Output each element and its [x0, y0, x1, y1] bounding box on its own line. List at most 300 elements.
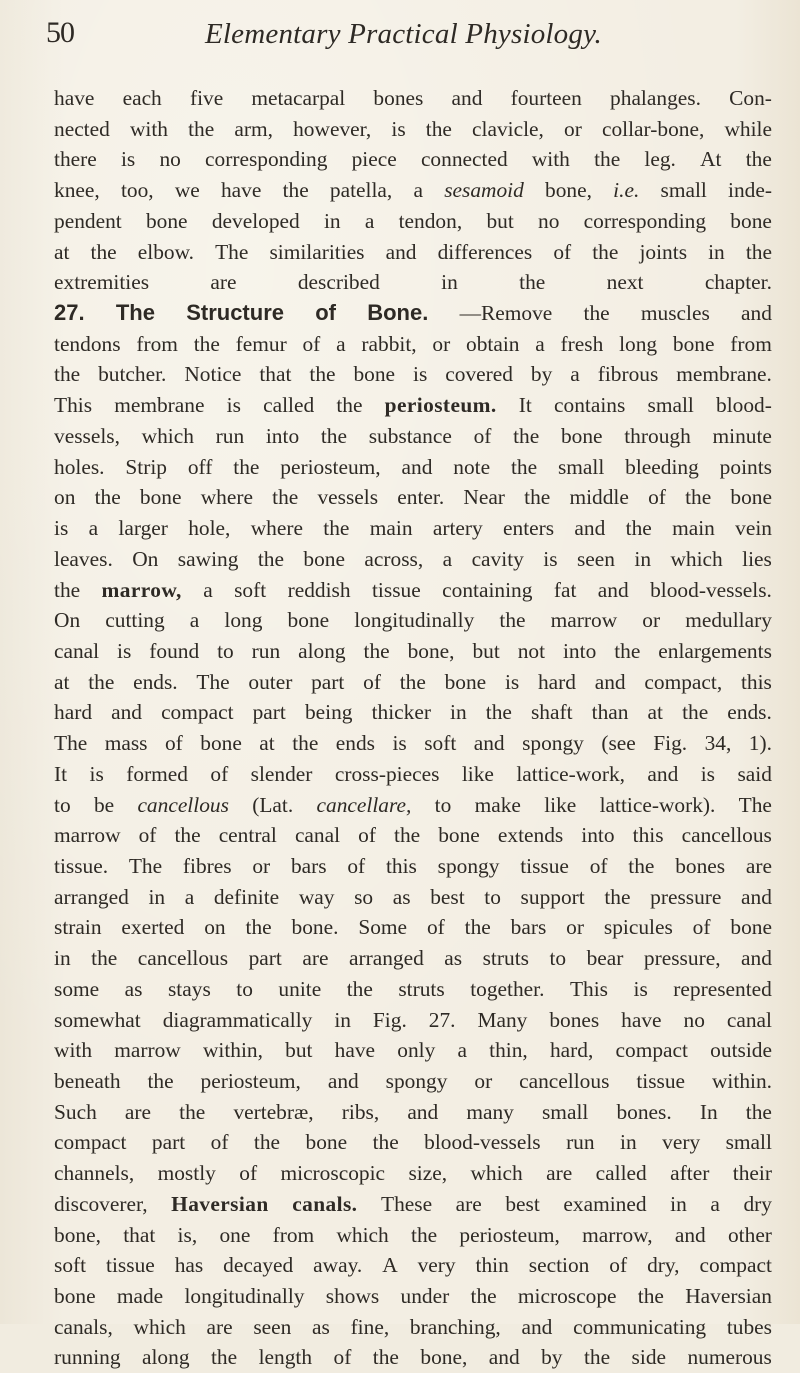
- word: in: [620, 1130, 637, 1155]
- word: a: [364, 208, 375, 233]
- word: fresh: [560, 331, 604, 356]
- word: developed: [211, 208, 300, 233]
- word: minute: [712, 423, 772, 448]
- word: rabbit,: [361, 331, 417, 356]
- word: not: [517, 638, 546, 663]
- word: from: [272, 1222, 315, 1247]
- section-heading-word: 27.: [54, 300, 85, 326]
- word: away.: [313, 1253, 363, 1278]
- word: This: [54, 393, 93, 418]
- word: lies: [742, 546, 772, 571]
- word: slender: [250, 761, 313, 786]
- word: sawing: [177, 546, 239, 571]
- word: The: [128, 853, 163, 878]
- text-line: [54, 1189, 772, 1220]
- word: however,: [293, 116, 372, 141]
- word: the: [257, 546, 284, 571]
- word: in: [450, 700, 467, 725]
- word: (see: [601, 731, 636, 756]
- word: the: [245, 915, 272, 940]
- word: have: [220, 178, 262, 203]
- word: metacarpal: [251, 86, 346, 110]
- text-line: [54, 83, 772, 114]
- word: next: [606, 270, 644, 295]
- word: is: [543, 546, 558, 571]
- word: the: [193, 331, 220, 356]
- word: bleeding: [625, 454, 699, 479]
- word: the: [90, 239, 117, 264]
- word: from: [730, 331, 772, 356]
- word: microscopic: [280, 1161, 386, 1186]
- word: in: [670, 1191, 687, 1216]
- word: tissue: [371, 577, 421, 602]
- word: the: [685, 485, 712, 510]
- word: while: [724, 116, 772, 141]
- word: are: [455, 1191, 482, 1216]
- word: and: [111, 700, 142, 725]
- word: soft: [54, 1253, 87, 1278]
- word: inde-: [728, 178, 772, 203]
- word: support: [520, 884, 585, 909]
- word: and: [647, 761, 679, 786]
- word: compact: [699, 1253, 772, 1278]
- word: of: [358, 823, 376, 848]
- word: It: [54, 761, 68, 786]
- word: small: [660, 178, 707, 203]
- word: artery: [432, 516, 483, 541]
- word: fibrous: [597, 362, 659, 387]
- word: of: [333, 1345, 352, 1370]
- word: by: [541, 1345, 563, 1370]
- word: bone: [145, 208, 188, 233]
- word: the: [499, 608, 526, 633]
- word: their: [732, 1161, 772, 1186]
- word: Fig.: [653, 731, 688, 756]
- word: which: [133, 1314, 186, 1339]
- word: Fig.: [372, 1007, 407, 1032]
- word: best: [505, 1191, 540, 1216]
- word: and: [385, 239, 417, 264]
- word: with: [129, 116, 168, 141]
- word: than: [591, 700, 629, 725]
- word: the: [745, 1099, 772, 1124]
- text-line: [54, 1066, 772, 1097]
- word: a: [457, 1038, 467, 1063]
- word: the: [637, 1284, 664, 1309]
- word: running: [54, 1345, 121, 1370]
- word: at: [259, 731, 275, 756]
- text-line: [54, 1220, 772, 1251]
- word: Such: [54, 1099, 97, 1124]
- word: note: [453, 454, 491, 479]
- word: of: [138, 823, 157, 848]
- word: ribs,: [341, 1099, 380, 1124]
- word: small: [541, 1099, 589, 1124]
- word: the: [320, 423, 347, 448]
- word: cross-pieces: [334, 761, 440, 786]
- word: tissue: [520, 853, 569, 878]
- word: way: [298, 884, 335, 909]
- text-line: [54, 1035, 772, 1066]
- word: of: [363, 669, 381, 694]
- word: made: [116, 1284, 164, 1309]
- word: to: [484, 884, 501, 909]
- word: of: [210, 1130, 229, 1155]
- word: 34,: [704, 731, 732, 756]
- word: no: [159, 147, 181, 172]
- word: vessels,: [54, 423, 120, 448]
- word: the: [272, 485, 299, 510]
- word: cancellous: [137, 946, 229, 971]
- word: periosteum,: [280, 454, 381, 479]
- word: pressure,: [643, 946, 721, 971]
- word: section: [528, 1253, 590, 1278]
- word: In: [699, 1099, 718, 1124]
- word: under: [400, 1284, 450, 1309]
- word: shaft: [530, 700, 573, 725]
- word: canals,: [54, 1314, 113, 1339]
- word: are: [302, 946, 329, 971]
- word: as: [124, 976, 143, 1001]
- word: corresponding: [205, 147, 328, 172]
- word: spicules: [603, 915, 673, 940]
- word: containing: [442, 577, 533, 602]
- key-term: marrow,: [101, 577, 182, 602]
- word: The: [215, 239, 249, 264]
- word: somewhat: [54, 1007, 141, 1032]
- text-line: [54, 636, 772, 667]
- word: the: [54, 362, 81, 387]
- word: is: [89, 761, 104, 786]
- word: bone: [672, 331, 715, 356]
- word: leg.: [644, 147, 676, 172]
- word: the: [464, 915, 491, 940]
- word: substance: [368, 423, 452, 448]
- text-line: [54, 667, 772, 698]
- word: are: [210, 270, 237, 295]
- word: in: [54, 946, 71, 971]
- word: is: [226, 393, 241, 418]
- word: the: [614, 638, 641, 663]
- text-line: [54, 482, 772, 513]
- word: to: [54, 792, 71, 817]
- word: leaves.: [54, 546, 113, 571]
- word: bone: [54, 1284, 96, 1309]
- word: soft: [234, 577, 267, 602]
- word: small: [557, 454, 605, 479]
- word: enlargements: [658, 638, 772, 663]
- word: no: [538, 208, 560, 233]
- word: ends: [335, 731, 375, 756]
- word: the: [470, 1284, 497, 1309]
- word: part: [311, 669, 345, 694]
- word: side: [631, 1345, 667, 1370]
- page-number: 50: [46, 16, 74, 49]
- word: small: [725, 1130, 772, 1155]
- word: middle: [569, 485, 629, 510]
- text-line: [54, 1312, 772, 1343]
- word: arranged: [54, 884, 129, 909]
- word: 1).: [748, 731, 772, 756]
- word: exerted: [121, 915, 185, 940]
- text-line: [54, 114, 772, 145]
- text-line: [54, 544, 772, 575]
- word: that: [123, 1222, 156, 1247]
- word: or: [642, 608, 661, 633]
- word: in: [708, 239, 725, 264]
- key-term: periosteum.: [384, 393, 497, 418]
- text-line: [54, 329, 772, 360]
- word: some: [54, 976, 100, 1001]
- word: fine,: [350, 1314, 390, 1339]
- word: to: [236, 976, 253, 1001]
- word: and: [594, 669, 626, 694]
- text-line: [54, 1005, 772, 1036]
- word: definite: [213, 884, 280, 909]
- word: compact: [54, 1130, 127, 1155]
- word: shows: [325, 1284, 380, 1309]
- word: make: [474, 792, 521, 817]
- word: a: [189, 608, 200, 633]
- word: outer: [248, 669, 293, 694]
- word: discoverer,: [54, 1191, 148, 1216]
- word: extremities: [54, 270, 150, 295]
- word: the: [372, 1345, 399, 1370]
- word: marrow: [54, 823, 121, 848]
- word: the: [336, 393, 363, 418]
- word: within.: [711, 1069, 772, 1093]
- word: the: [592, 239, 619, 264]
- word: where: [250, 516, 303, 541]
- word: of: [692, 915, 711, 940]
- word: together.: [470, 976, 545, 1001]
- word: the: [210, 1345, 238, 1370]
- text-line: [54, 1281, 772, 1312]
- word: enters: [503, 516, 555, 541]
- text-line: [54, 206, 772, 237]
- word: periosteum,: [459, 1222, 560, 1247]
- word: spongy: [437, 853, 500, 878]
- word: the: [583, 301, 610, 326]
- word: vessels: [317, 485, 379, 510]
- word: but: [285, 1038, 313, 1063]
- word: compact: [615, 1038, 688, 1063]
- word: bone: [730, 915, 772, 940]
- word: unite: [278, 976, 322, 1001]
- text-line: [54, 267, 772, 298]
- word: which: [670, 546, 723, 571]
- word: of: [164, 731, 183, 756]
- word: a: [570, 362, 580, 387]
- word: cancellous: [519, 1069, 610, 1093]
- word: this: [632, 823, 664, 848]
- word: long: [619, 331, 658, 356]
- word: of: [302, 331, 321, 356]
- word: and: [327, 1069, 359, 1093]
- word: thin,: [489, 1038, 528, 1063]
- word: at: [54, 239, 70, 264]
- word: like: [544, 792, 577, 817]
- word: in: [334, 1007, 351, 1032]
- word: and: [521, 1314, 553, 1339]
- word: through: [624, 423, 691, 448]
- word: the: [485, 700, 512, 725]
- word: the: [346, 976, 373, 1001]
- word: the: [745, 239, 772, 264]
- word: the: [594, 147, 621, 172]
- word: diagrammatically: [162, 1007, 313, 1032]
- word: marrow: [114, 1038, 181, 1063]
- text-line: [54, 759, 772, 790]
- word: beneath: [54, 1069, 121, 1093]
- word: cutting: [105, 608, 165, 633]
- word: obtain: [466, 331, 520, 356]
- word: are: [124, 1099, 152, 1124]
- word: which: [470, 1161, 523, 1186]
- word: the: [292, 731, 319, 756]
- text-line: [54, 298, 772, 329]
- word: and: [741, 301, 772, 326]
- word: hard: [537, 669, 576, 694]
- word: size,: [408, 1161, 448, 1186]
- word: vertebræ,: [233, 1099, 314, 1124]
- word: Near: [463, 485, 505, 510]
- word: holes.: [54, 454, 105, 479]
- word: run: [566, 1130, 595, 1155]
- word: marrow,: [582, 1222, 653, 1247]
- word: is: [392, 731, 407, 756]
- word: the: [179, 1099, 206, 1124]
- word: bones: [675, 853, 726, 878]
- word: across,: [364, 546, 424, 571]
- word: lattice-work,: [516, 761, 625, 786]
- word: the: [519, 270, 546, 295]
- word: very: [417, 1253, 456, 1278]
- section-heading-word: of: [315, 300, 336, 326]
- word: the: [628, 853, 655, 878]
- italic-word: cancellous: [137, 792, 229, 817]
- word: of: [426, 915, 445, 940]
- word: in: [323, 208, 341, 233]
- word: The: [54, 731, 88, 756]
- word: into: [265, 423, 300, 448]
- word: numerous: [687, 1345, 772, 1370]
- word: which: [141, 423, 194, 448]
- word: is: [700, 761, 716, 786]
- word: into: [581, 823, 615, 848]
- word: bone,: [545, 178, 592, 203]
- word: canal: [726, 1007, 772, 1032]
- text-line: [54, 175, 772, 206]
- word: in: [441, 270, 458, 295]
- word: 27.: [428, 1007, 456, 1032]
- word: channels,: [54, 1161, 135, 1186]
- word: the: [399, 669, 426, 694]
- word: tubes: [726, 1314, 772, 1339]
- word: said: [737, 761, 772, 786]
- word: and: [597, 577, 629, 602]
- word: to: [549, 946, 567, 971]
- word: as: [392, 884, 411, 909]
- word: of: [210, 761, 229, 786]
- word: ends.: [133, 669, 178, 694]
- word: bone,: [420, 1345, 468, 1370]
- word: along: [142, 1345, 190, 1370]
- word: and: [407, 1099, 439, 1124]
- text-line: [54, 974, 772, 1005]
- word: A: [382, 1253, 398, 1278]
- word: is: [413, 362, 428, 387]
- word: main: [369, 516, 413, 541]
- italic-word: sesamoid: [444, 178, 524, 203]
- word: arranged: [348, 946, 424, 971]
- word: canal: [294, 823, 341, 848]
- word: bear: [586, 946, 624, 971]
- italic-word: i.e.: [613, 178, 640, 203]
- word: similarities: [269, 239, 365, 264]
- word: is: [391, 116, 406, 141]
- word: called: [263, 393, 315, 418]
- word: of: [553, 239, 572, 264]
- word: off: [187, 454, 213, 479]
- word: spongy: [522, 731, 584, 756]
- word: this: [740, 669, 772, 694]
- word: medullary: [685, 608, 772, 633]
- word: but: [472, 638, 500, 663]
- word: a: [442, 546, 453, 571]
- text-line: [54, 144, 772, 175]
- text-line: [54, 851, 772, 882]
- word: bone: [560, 423, 603, 448]
- word: the: [510, 454, 538, 479]
- word: which: [336, 1222, 389, 1247]
- word: the: [253, 1130, 281, 1155]
- word: the: [583, 1345, 611, 1370]
- word: points: [719, 454, 772, 479]
- word: dry: [743, 1191, 772, 1216]
- word: mostly: [157, 1161, 216, 1186]
- word: decayed: [223, 1253, 294, 1278]
- word: the: [745, 147, 772, 172]
- text-line: [54, 882, 772, 913]
- word: enter.: [397, 485, 445, 510]
- word: one: [219, 1222, 251, 1247]
- text-line: [54, 697, 772, 728]
- word: with: [54, 1038, 93, 1063]
- word: the: [363, 638, 390, 663]
- word: bones: [549, 1007, 600, 1032]
- word: along: [298, 638, 346, 663]
- word: is: [54, 516, 69, 541]
- word: the: [524, 485, 551, 510]
- word: bone: [287, 608, 330, 633]
- word: with: [531, 147, 570, 172]
- word: contains: [554, 393, 626, 418]
- word: branching,: [409, 1314, 501, 1339]
- key-term: Haversian: [171, 1191, 269, 1216]
- text-line: [54, 1097, 772, 1128]
- word: thin: [475, 1253, 509, 1278]
- text-line: [54, 1158, 772, 1189]
- word: the: [94, 485, 121, 510]
- word: On: [54, 608, 81, 633]
- word: microscope: [517, 1284, 617, 1309]
- word: fourteen: [510, 86, 582, 110]
- word: and: [401, 454, 433, 479]
- word: the: [54, 577, 81, 602]
- word: periosteum,: [200, 1069, 301, 1093]
- word: —Remove: [459, 301, 553, 326]
